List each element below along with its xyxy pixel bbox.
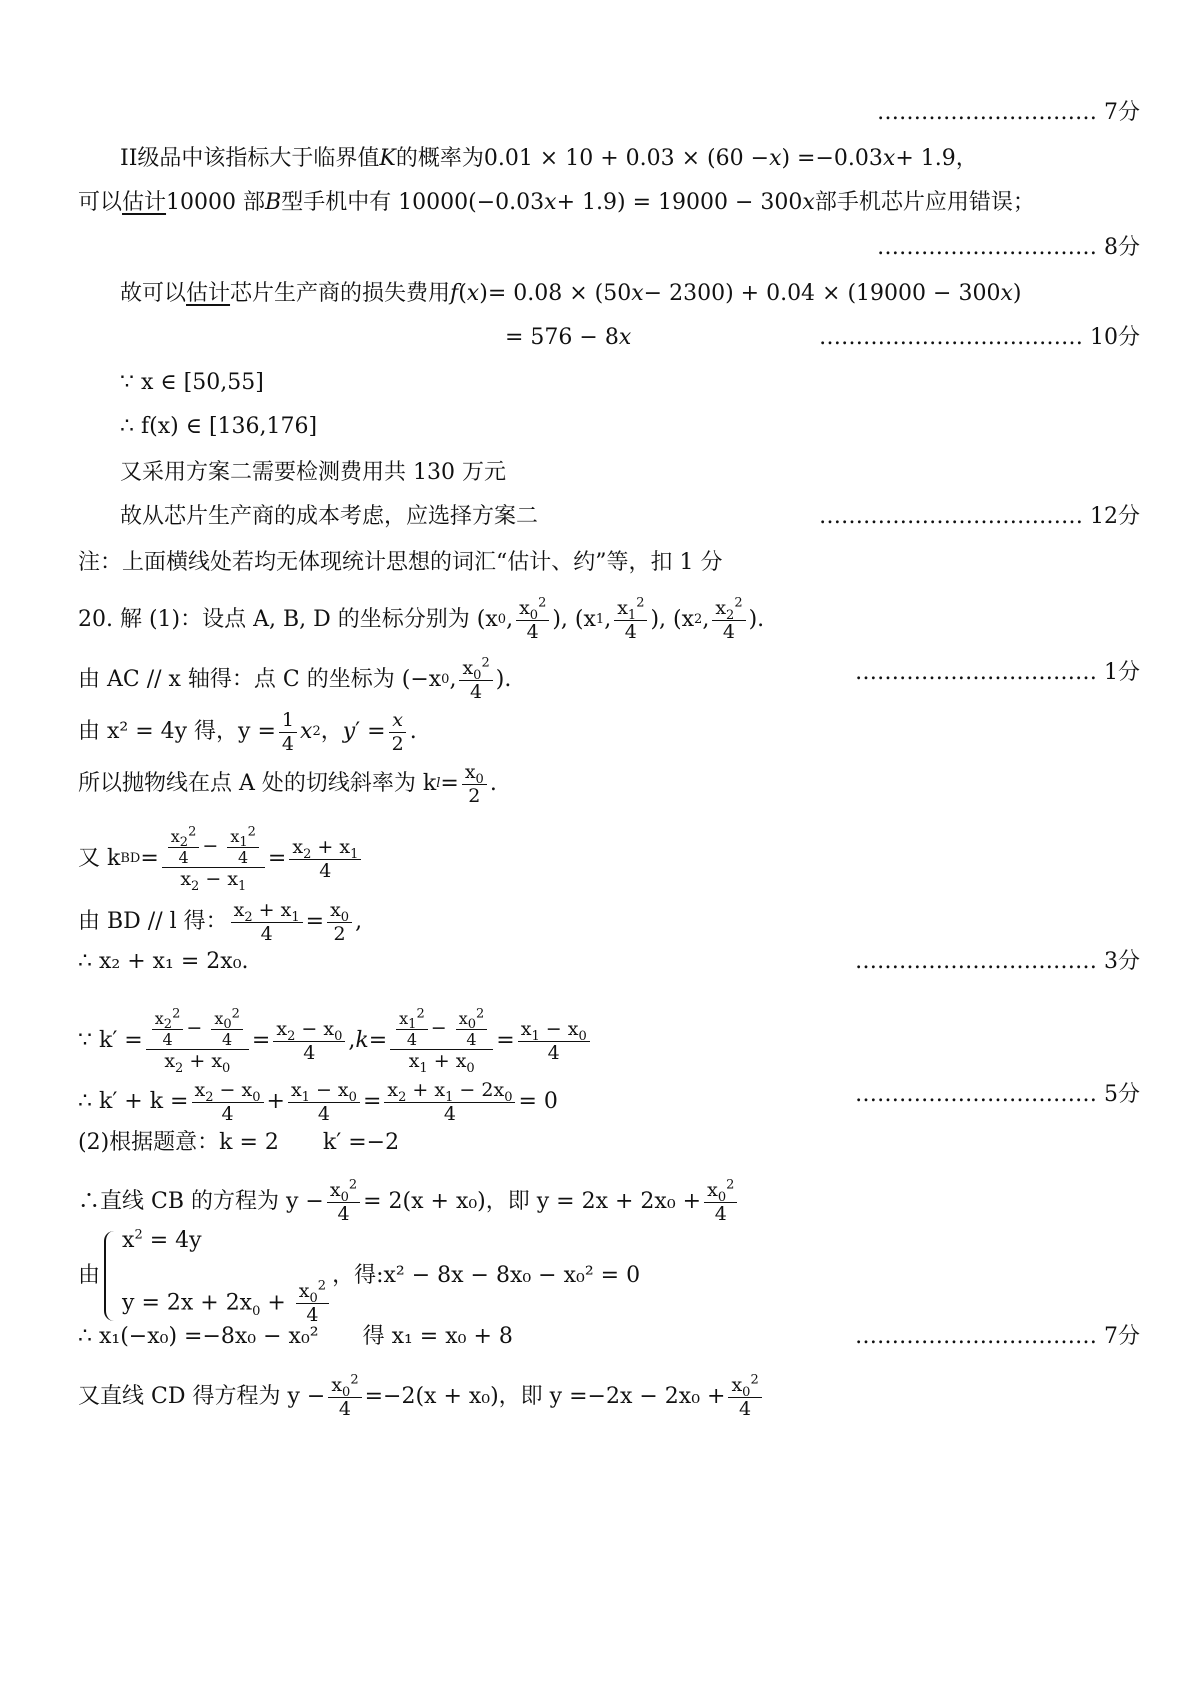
line-x-range: ∵ x ∈ [50,55]	[120, 370, 264, 395]
brace-icon	[104, 1231, 116, 1321]
q20-setup: 20. 解 (1)：设点 A, B, D 的坐标分别为 (x 0 , $\frac{x_0^2}{4}$ ), (x 1 , $\frac{x_1^2}{4}$ ), (x 2 , $\frac{x_2^2}{4}$ ).	[78, 595, 765, 643]
score-7b: …………………………… 7分	[855, 1324, 1140, 1349]
text-segment: 的概率为0.01 × 10 + 0.03 × (60 −	[395, 146, 770, 171]
text-segment: 芯片生产商的损失费用	[230, 281, 451, 306]
score-1: …………………………… 1分	[855, 660, 1140, 685]
line-estimate-errors: 可以 估计 10000 部 B 型手机中有 10000(−0.03 x + 1.9) = 19000 − 300 x 部手机芯片应用错误；	[78, 188, 1035, 218]
text-segment: 10000 部	[166, 190, 266, 215]
text-segment: 由	[78, 1263, 101, 1288]
text-segment: 由 BD // l 得：	[78, 909, 228, 935]
line-conclusion: 故从芯片生产商的成本考虑，应选择方案二	[120, 504, 539, 529]
line-loss-cost: 故可以 估计 芯片生产商的损失费用 f ( x ) = 0.08 × (50 x − 2300) + 0.04 × (19000 − 300 x )	[120, 279, 1021, 309]
part2-system: 由 $x^2 = 4y$ $y = 2x + 2x_0$ + $\frac{x_0^2}{4}$ ，得:x² − 8x − 8x₀ − x₀² = 0	[78, 1227, 641, 1327]
text-segment: =−2(x + x₀)，即 y =−2x − 2x₀ +	[364, 1384, 726, 1410]
part2-x1: ∴ x₁(−x₀) =−8x₀ − x₀² 得 x₁ = x₀ + 8	[78, 1324, 513, 1349]
line-result: = 576 − 8 x	[505, 323, 631, 353]
underlined-word: 估计	[122, 190, 167, 215]
text-segment: 型手机中有 10000(−0.03	[281, 190, 545, 215]
score-12: ……………………………… 12分	[819, 504, 1140, 529]
text-segment: 部手机芯片应用错误；	[814, 190, 1035, 215]
score-8: ………………………… 8分	[877, 235, 1140, 260]
line-f-range: ∴ f(x) ∈ [136,176]	[120, 414, 318, 439]
text-segment: + 1.9，	[895, 146, 978, 171]
q20-slope-sum: ∴ k′ + k = $\frac{x_2 - x_0}{4}$ + $\frac{x_1 - x_0}{4}$ = $\frac{x_2 + x_1 - 2x_0}{4}$ = 0	[78, 1079, 558, 1125]
text-segment: ∴ k′ + k =	[78, 1089, 189, 1115]
score-7: ………………………… 7分	[877, 100, 1140, 125]
text-segment: 又 k	[78, 846, 121, 872]
text-segment: 由 x² = 4y 得，y =	[78, 719, 276, 745]
text-segment: 故可以	[120, 281, 187, 306]
part2-line-cd: 又直线 CD 得方程为 y − $\frac{x_0^2}{4}$ =−2(x + x₀)，即 y =−2x − 2x₀ + $\frac{x_0^2}{4}$	[78, 1375, 765, 1420]
q20-point-c: 由 AC // x 轴得：点 C 的坐标为 (−x 0 , $\frac{x_0^2}{4}$ ).	[78, 655, 512, 703]
part2-given: (2)根据题意：k = 2 k′ =−2	[78, 1130, 400, 1155]
text-segment: ∴直线 CB 的方程为 y −	[78, 1189, 324, 1215]
text-segment: ∵ k′ =	[78, 1028, 143, 1054]
line-plan2-cost: 又采用方案二需要检测费用共 130 万元	[120, 460, 506, 485]
score-10: ……………………………… 10分	[819, 325, 1140, 350]
text-segment: 又直线 CD 得方程为 y −	[78, 1384, 326, 1410]
part2-line-cb: ∴直线 CB 的方程为 y − $\frac{x_0^2}{4}$ = 2(x + x₀)，即 y = 2x + 2x₀ + $\frac{x_0^2}{4}$	[78, 1180, 740, 1225]
q20-parallel: 由 BD // l 得： $\frac{x_2 + x_1}{4}$ = $\frac{x_0}{2}$ ,	[78, 899, 363, 945]
text-segment: 20. 解 (1)：设点 A, B, D 的坐标分别为 (x	[78, 607, 498, 633]
text-segment: ，得:x² − 8x − 8x₀ − x₀² = 0	[332, 1263, 641, 1288]
text-segment: = 576 − 8	[505, 325, 619, 350]
text-segment: II级品中该指标大于临界值	[120, 146, 380, 171]
text-segment: − 2300) + 0.04 × (19000 − 300	[643, 281, 1001, 306]
q20-slopes: ∵ k′ = $\frac{x_2^2}{4}$ − $\frac{x_0^2}{4}$ $x_2 + x_0$ = $\frac{x_2 - x_0}{4}$ , k = $\frac{x_1^2}{4}$ − $\frac{x_0^2}{4}$ $x_1 + x_0$ = $\frac{x_1 - x_0}{4}$	[78, 1010, 593, 1072]
text-segment: = 0.08 × (50	[487, 281, 632, 306]
text-segment: ) =−0.03	[781, 146, 883, 171]
text-segment: = 2(x + x₀)，即 y = 2x + 2x₀ +	[363, 1189, 702, 1215]
text-segment: 由 AC // x 轴得：点 C 的坐标为 (−x	[78, 667, 442, 693]
text-segment: )	[1012, 281, 1022, 306]
q20-kbd: 又 k BD = $\frac{x_2^2}{4}$ − $\frac{x_1^2}{4}$ $x_2 - x_1$ = $\frac{x_2 + x_1}{4}$	[78, 828, 364, 890]
q20-derivative: 由 x² = 4y 得，y = $\frac{1}{4}$ x 2 ， y ′ = $\frac{x}{2}$ .	[78, 709, 417, 755]
text-segment: 所以抛物线在点 A 处的切线斜率为 k	[78, 771, 437, 797]
underlined-word: 估计	[186, 281, 231, 306]
grading-note: 注：上面横线处若均无体现统计思想的词汇“估计、约”等，扣 1 分	[78, 550, 723, 575]
line-probability: II级品中该指标大于临界值 K 的概率为0.01 × 10 + 0.03 × (60 − x ) =−0.03 x + 1.9，	[120, 144, 978, 174]
q20-tangent-slope: 所以抛物线在点 A 处的切线斜率为 k l = $\frac{x_0}{2}$ .	[78, 761, 497, 807]
score-5: …………………………… 5分	[855, 1082, 1140, 1107]
q20-sum: ∴ x₂ + x₁ = 2x₀.	[78, 949, 249, 974]
text-segment: + 1.9) = 19000 − 300	[556, 190, 803, 215]
text-segment: 可以	[78, 190, 123, 215]
score-3: …………………………… 3分	[855, 949, 1140, 974]
